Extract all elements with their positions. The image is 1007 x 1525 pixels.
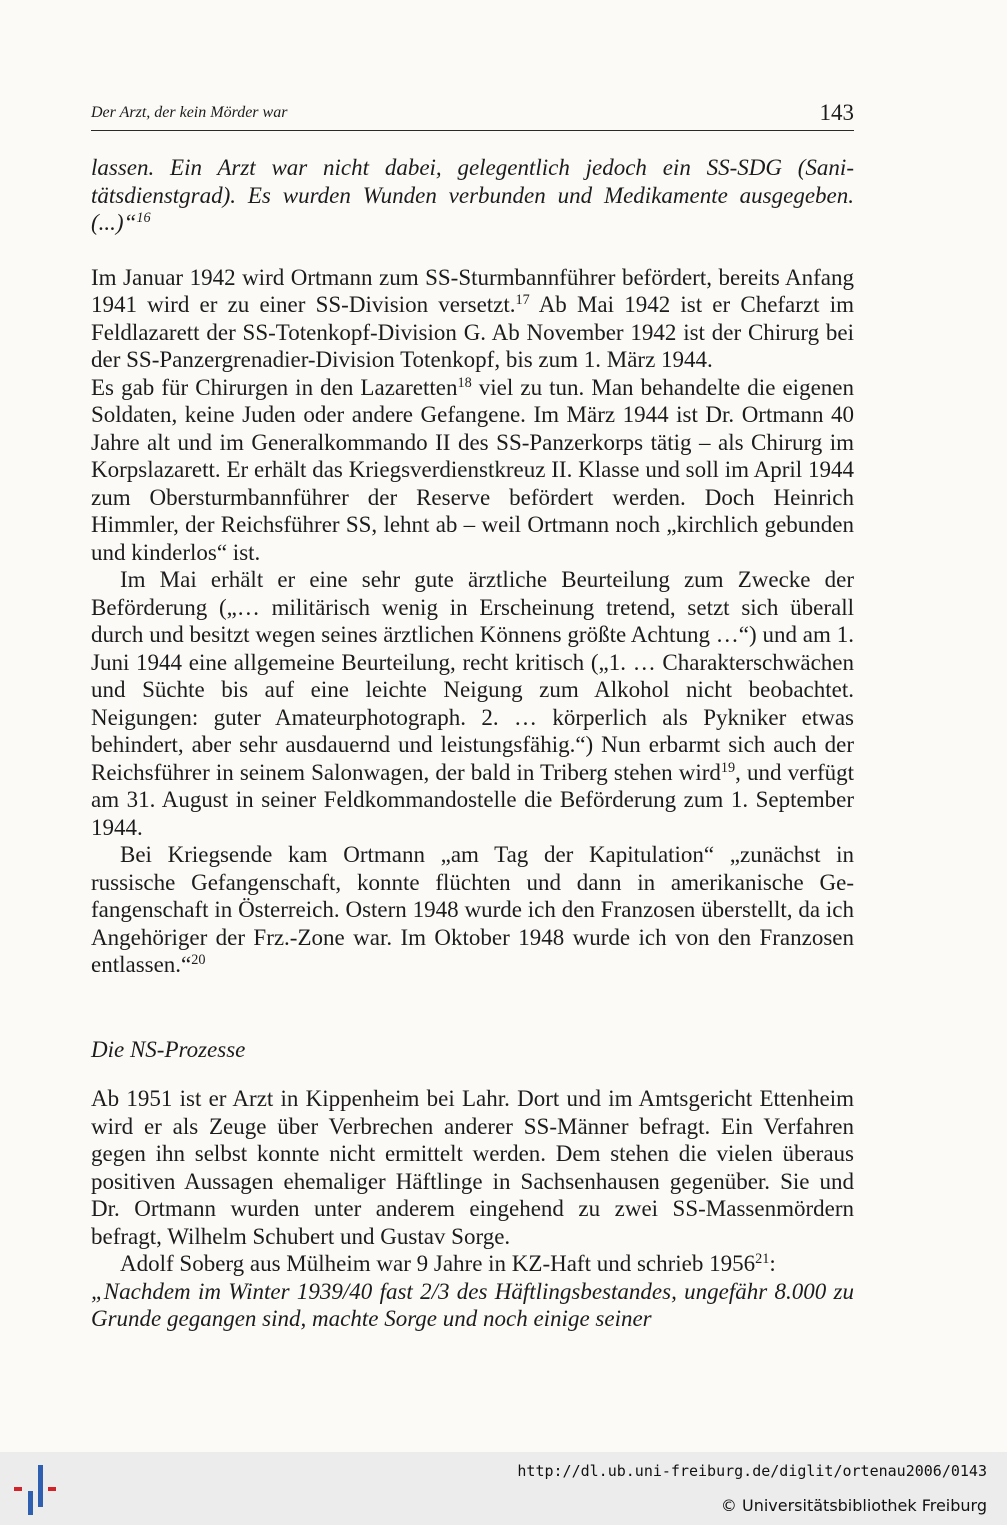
paragraph-text: Ab Mai 1942 ist er Chefarzt im Feldlazarett der SS-Totenkopf-Division G. Ab November 1942 ist der Chirurg bei der SS-Panzergrenadier-Division Totenkopf, bis zum 1. März 1944. (91, 292, 854, 372)
paragraph-text: : (769, 1251, 776, 1276)
page-number: 143 (819, 100, 854, 125)
footnote-ref-20: 20 (191, 952, 206, 969)
paragraph-soberg (91, 1250, 854, 1278)
source-url-link[interactable]: http://dl.ub.uni-freiburg.de/diglit/ortenau2006/0143 (517, 1462, 987, 1480)
quote-soberg: „Nachdem im Winter 1939/40 fast 2/3 des Häftlingsbestandes, ungefähr 8.000 zu Grunde gegangen sind, machte Sorge und noch einige seiner (91, 1278, 854, 1331)
footnote-ref-18: 18 (457, 374, 472, 391)
quote-continuation (91, 154, 854, 237)
paragraph-surgeons (91, 374, 854, 567)
footnote-ref-16: 16 (136, 210, 151, 227)
quote-text: lassen. Ein Arzt war nicht dabei, gelegentlich jedoch ein SS-SDG (Sanitätsdienstgrad). Es wurden Wunden verbunden und Medikamente ausgegeben. (...)“ (91, 155, 854, 235)
ub-freiburg-logo-icon (12, 1465, 68, 1515)
paragraph-war-end (91, 841, 854, 979)
paragraph-evaluation (91, 566, 854, 841)
paragraph-trials (91, 1085, 854, 1250)
paragraph-text: , und verfügt am 31. August in seiner Feldkommandostelle die Beförderung zum 1. September 1944. (91, 759, 855, 840)
paragraph-text: Im Januar 1942 wird Ortmann zum SS-Sturmbannführer befördert, bereits Anfang 1941 wird er zu einer SS-Division versetzt. (91, 264, 854, 317)
footnote-ref-19: 19 (720, 759, 736, 776)
footnote-ref-17: 17 (515, 292, 530, 309)
footnote-ref-21: 21 (755, 1251, 770, 1268)
paragraph-text: Im Mai erhält er eine sehr gute ärztliche Beurteilung zum Zwecke der Beförderung („… militärisch wenig in Erscheinung tretend, setzt sich überall durch und besitzt wegen seines ärztlichen Könnens größte Achtung …“) und am 1. Juni 1944 eine allgemeine Beurteilung, recht kritisch („1. … Charakterschwächen und Süchte bis auf eine leichte Neigung zum Alkohol nicht beobachtet. Neigungen: guter Amateurphotograph. 2. … körperlich als Pykniker etwas behindert, aber sehr ausdauernd und leistungsfähig.“) Nun erbarmt sich auch der Reichsführer in seinem Salonwagen, der bald in Triberg stehen wird (91, 567, 854, 785)
copyright-notice: © Universitätsbibliothek Freiburg (720, 1496, 987, 1515)
paragraph-text: Bei Kriegsende kam Ortmann „am Tag der Kapitulation“ „zunächst in russische Gefangenschaft, konnte flüchten und dann in amerikanische Gefangenschaft in Österreich. Ostern 1948 wurde ich den Franzosen überstellt, da ich Angehöriger der Frz.-Zone war. Im Oktober 1948 wurde ich von den Franzosen entlassen.“ (91, 842, 854, 977)
paragraph-promotion (91, 264, 854, 374)
paragraph-text: Adolf Soberg aus Mülheim war 9 Jahre in KZ-Haft und schrieb 1956 (120, 1251, 756, 1276)
paragraph-text: viel zu tun. Man behandelte die eigenen Soldaten, keine Juden oder andere Gefangene. Im März 1944 ist Dr. Ortmann 40 Jahre alt und im Generalkommando II des SS-Panzerkorps tätig – als Chirurg im Korpslazarett. Er erhält das Kriegsverdienstkreuz II. Klasse und soll im April 1944 zum Obersturmbannführer der Reserve befördert werden. Doch Heinrich Himmler, der Reichsführer SS, lehnt ab – weil Ortmann noch „kirchlich gebunden und kinderlos“ ist. (91, 374, 854, 565)
paragraph-text: Ab 1951 ist er Arzt in Kippenheim bei Lahr. Dort und im Amtsgericht Ettenheim wird er als Zeuge über Verbrechen anderer SS-Männer befragt. Ein Verfahren gegen ihn selbst konnte nicht ermittelt werden. Dem stehen die vielen überaus positiven Aussagen ehemaliger Häftlinge in Sachsenhausen gegenüber. Sie und Dr. Ortmann wurden unter anderem eingehend zu zwei SS-Massenmördern befragt, Wilhelm Schubert und Gustav Sorge. (91, 1086, 854, 1249)
section-heading: Die NS-Prozesse (91, 1036, 246, 1062)
paragraph-text: Es gab für Chirurgen in den Lazaretten (91, 374, 458, 400)
running-header (91, 100, 854, 131)
body-text (91, 154, 854, 1333)
viewer-footer (0, 1452, 1007, 1525)
running-title: Der Arzt, der kein Mörder war (91, 104, 288, 121)
